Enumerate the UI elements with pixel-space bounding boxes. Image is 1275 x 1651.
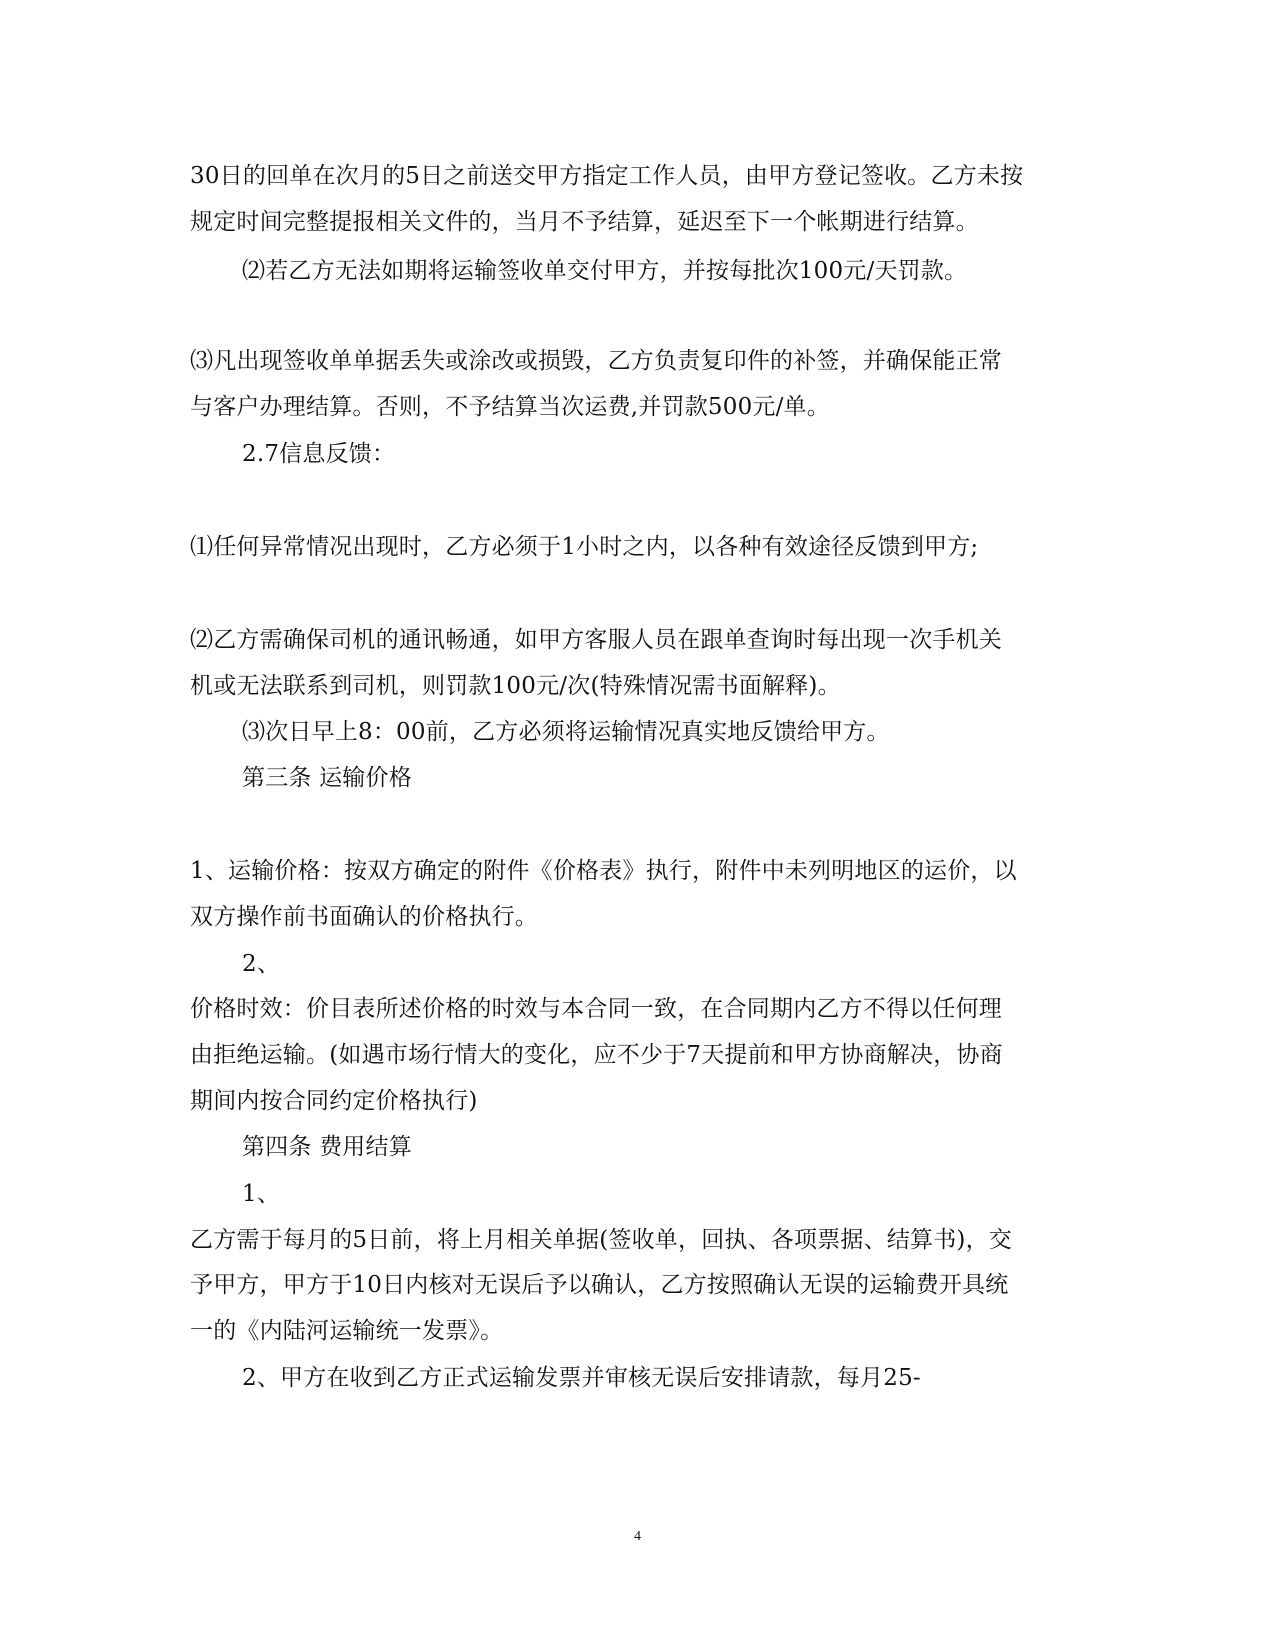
text-line: 2、: [242, 951, 281, 977]
text-line: 由拒绝运输。(如遇市场行情大的变化，应不少于7天提前和甲方协商解决，协商: [190, 1042, 1003, 1068]
text-line: ⑴任何异常情况出现时，乙方必须于1小时之内，以各种有效途径反馈到甲方;: [190, 534, 979, 560]
text-line: 1、: [242, 1181, 281, 1207]
text-line: ⑵乙方需确保司机的通讯畅通，如甲方客服人员在跟单查询时每出现一次手机关: [190, 627, 1002, 653]
section-heading: 第三条 运输价格: [242, 765, 412, 791]
text-line: 期间内按合同约定价格执行): [190, 1088, 478, 1114]
text-line: ⑶次日早上8：00前，乙方必须将运输情况真实地反馈给甲方。: [242, 719, 890, 745]
text-line: ⑶凡出现签收单单据丢失或涂改或损毁，乙方负责复印件的补签，并确保能正常: [190, 348, 1002, 374]
section-heading: 第四条 费用结算: [242, 1134, 412, 1160]
text-line: ⑵若乙方无法如期将运输签收单交付甲方，并按每批次100元/天罚款。: [242, 258, 968, 284]
text-line: 2、甲方在收到乙方正式运输发票并审核无误后安排请款，每月25-: [242, 1365, 921, 1391]
text-line: 予甲方，甲方于10日内核对无误后予以确认，乙方按照确认无误的运输费开具统: [190, 1272, 1009, 1298]
text-line: 规定时间完整提报相关文件的，当月不予结算，延迟至下一个帐期进行结算。: [190, 209, 979, 235]
text-line: 1、运输价格：按双方确定的附件《价格表》执行，附件中未列明地区的运价，以: [190, 858, 1017, 884]
text-line: 机或无法联系到司机，则罚款100元/次(特殊情况需书面解释)。: [190, 673, 841, 699]
text-line: 双方操作前书面确认的价格执行。: [190, 904, 538, 930]
page-number: 4: [634, 1529, 641, 1544]
text-line: 30日的回单在次月的5日之前送交甲方指定工作人员，由甲方登记签收。乙方未按: [190, 163, 1024, 189]
text-line: 2.7信息反馈：: [242, 441, 396, 467]
text-line: 乙方需于每月的5日前，将上月相关单据(签收单，回执、各项票据、结算书)，交: [190, 1227, 1012, 1253]
text-line: 价格时效：价目表所述价格的时效与本合同一致，在合同期内乙方不得以任何理: [190, 996, 1002, 1022]
text-line: 与客户办理结算。否则，不予结算当次运费,并罚款500元/单。: [190, 394, 830, 420]
text-line: 一的《内陆河运输统一发票》。: [190, 1318, 504, 1344]
